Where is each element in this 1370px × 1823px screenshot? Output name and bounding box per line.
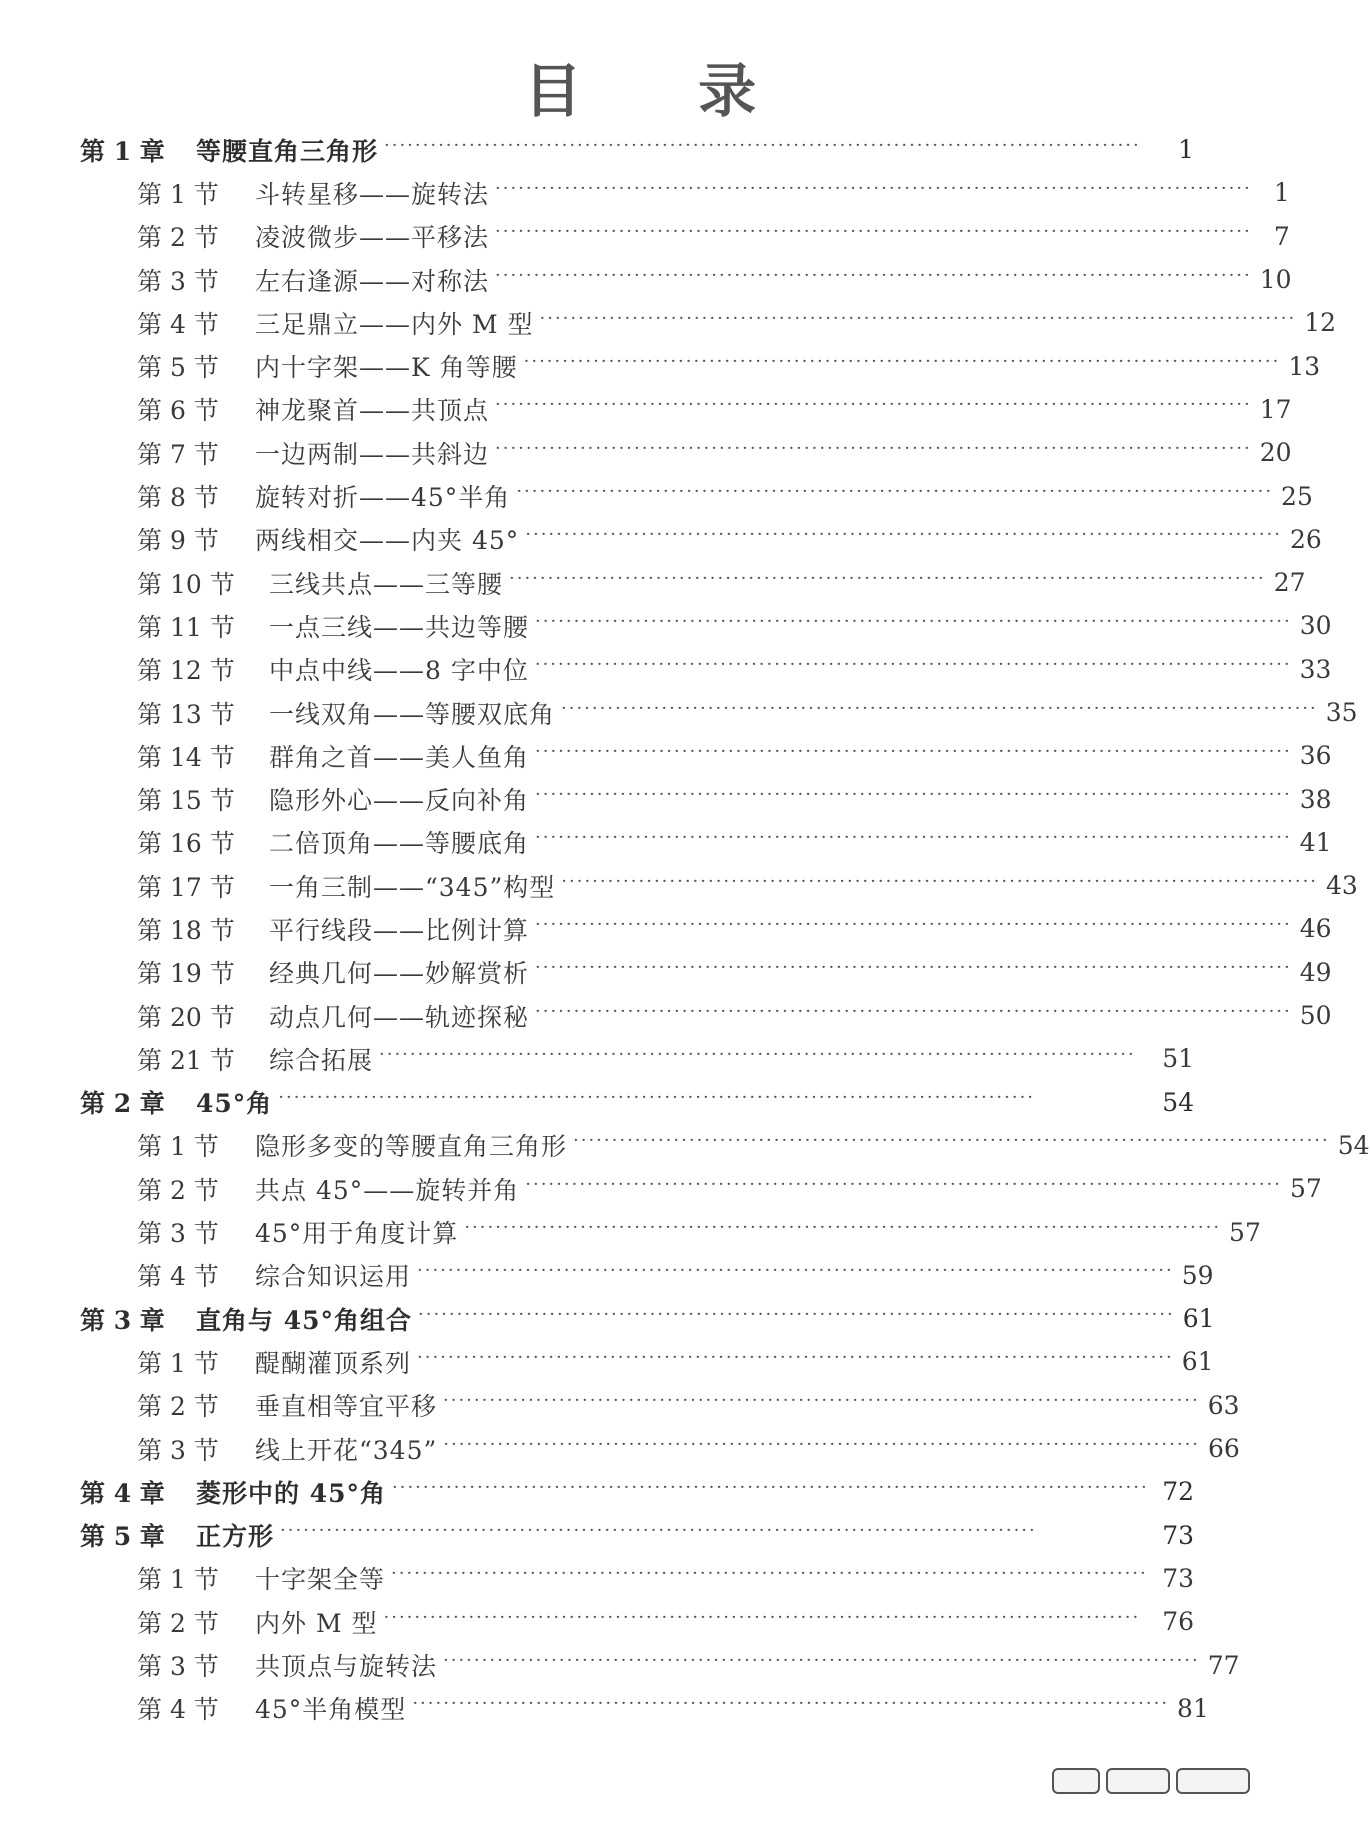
entry-number: 第 18 节 [137, 915, 235, 945]
entry-number: 第 13 节 [137, 699, 235, 729]
entry-title: 凌波微步——平移法 [255, 223, 490, 253]
watermark-mark [1106, 1768, 1170, 1794]
entry-title: 中点中线——8 字中位 [269, 656, 529, 686]
entry-page-number: 54 [1337, 1130, 1370, 1160]
entry-title: 动点几何——轨迹探秘 [269, 1002, 530, 1032]
entry-number: 第 7 节 [137, 439, 219, 469]
entry-title: 内十字架——K 角等腰 [255, 353, 518, 383]
entry-number: 第 3 节 [137, 1652, 219, 1682]
entry-title: 一点三线——共边等腰 [269, 612, 530, 642]
entry-page-number: 30 [1299, 611, 1332, 641]
dot-leader: ·································································································· [495, 177, 1252, 199]
dot-leader: ·································································································· [535, 740, 1292, 762]
entry-number: 第 3 章 [80, 1305, 165, 1335]
toc-section-row [0, 518, 1322, 561]
entry-title: 十字架全等 [255, 1565, 386, 1595]
toc-section-row [0, 864, 1358, 907]
entry-title: 一角三制——“345”构型 [269, 872, 556, 902]
entry-number: 第 19 节 [137, 959, 235, 989]
dot-leader: ·································································································· [495, 221, 1252, 243]
toc-section-row [0, 301, 1337, 344]
entry-page-number: 59 [1181, 1260, 1214, 1290]
entry-page-number: 72 [1162, 1477, 1194, 1507]
dot-leader: ·································································································· [495, 394, 1252, 416]
entry-page-number: 26 [1290, 524, 1322, 554]
entry-page-number: 7 [1273, 221, 1290, 251]
toc-section-row [0, 258, 1292, 301]
entry-page-number: 25 [1281, 481, 1313, 511]
entry-number: 第 3 节 [137, 1435, 219, 1465]
entry-title: 斗转星移——旋转法 [255, 179, 490, 209]
watermark-mark [1052, 1768, 1100, 1794]
entry-page-number: 61 [1182, 1304, 1215, 1334]
dot-leader: ·································································································· [280, 1520, 1037, 1542]
entry-title: 群角之首——美人鱼角 [269, 742, 530, 772]
entry-page-number: 61 [1181, 1347, 1214, 1377]
toc-section-row [0, 171, 1290, 214]
entry-number: 第 4 节 [137, 309, 219, 339]
dot-leader: ·································································································· [509, 567, 1266, 589]
toc-section-row [0, 1643, 1280, 1686]
toc-section-row [0, 431, 1292, 474]
toc-section-row [0, 1557, 1280, 1600]
entry-title: 正方形 [196, 1522, 275, 1552]
entry-title: 45°角 [196, 1089, 273, 1119]
entry-page-number: 54 [1162, 1087, 1194, 1117]
toc-chapter-row [0, 128, 1280, 171]
toc-section-row [0, 1124, 1370, 1167]
dot-leader: ·································································································· [379, 1043, 1136, 1065]
dot-leader: ·································································································· [443, 1650, 1200, 1672]
toc-section-row [0, 907, 1332, 950]
dot-leader: ·································································································· [443, 1390, 1200, 1412]
entry-number: 第 12 节 [137, 656, 235, 686]
dot-leader: ·································································································· [525, 1173, 1282, 1195]
dot-leader: ·································································································· [418, 1303, 1175, 1325]
toc-chapter-row [0, 1297, 1280, 1340]
toc-section-row [0, 691, 1358, 734]
toc-section-row [0, 1254, 1280, 1297]
entry-number: 第 1 节 [137, 1132, 219, 1162]
toc-chapter-row [0, 1081, 1280, 1124]
entry-page-number: 81 [1177, 1693, 1209, 1723]
toc-section-row [0, 648, 1332, 691]
entry-title: 内外 M 型 [255, 1608, 378, 1638]
dot-leader: ·································································································· [516, 481, 1274, 503]
toc-section-row [0, 1340, 1280, 1383]
entry-title: 一边两制——共斜边 [255, 439, 490, 469]
entry-page-number: 66 [1208, 1434, 1240, 1464]
entry-title: 隐形多变的等腰直角三角形 [255, 1132, 568, 1162]
entry-number: 第 21 节 [137, 1045, 235, 1075]
dot-leader: ·································································································· [383, 1606, 1141, 1628]
entry-title: 三线共点——三等腰 [269, 569, 504, 599]
dot-leader: ·································································································· [495, 437, 1252, 459]
toc-section-row [0, 994, 1332, 1037]
entry-number: 第 1 章 [80, 136, 165, 166]
toc-chapter-row [0, 1514, 1280, 1557]
entry-page-number: 50 [1299, 1001, 1332, 1031]
entry-number: 第 2 节 [137, 223, 219, 253]
entry-number: 第 11 节 [137, 612, 235, 642]
toc-section-row [0, 388, 1292, 431]
toc-section-row [0, 1687, 1280, 1730]
entry-page-number: 13 [1288, 351, 1321, 381]
entry-page-number: 1 [1178, 135, 1194, 165]
entry-page-number: 46 [1299, 914, 1332, 944]
entry-page-number: 1 [1273, 178, 1290, 208]
toc-section-row [0, 1427, 1280, 1470]
entry-page-number: 27 [1273, 568, 1306, 598]
entry-number: 第 16 节 [137, 829, 235, 859]
entry-number: 第 2 节 [137, 1175, 219, 1205]
entry-number: 第 14 节 [137, 742, 235, 772]
entry-page-number: 63 [1207, 1390, 1240, 1420]
toc-chapter-row [0, 1470, 1280, 1513]
entry-title: 经典几何——妙解赏析 [269, 959, 530, 989]
toc-section-row [0, 561, 1306, 604]
entry-title: 神龙聚首——共顶点 [255, 396, 490, 426]
dot-leader: ·································································································· [535, 913, 1292, 935]
entry-number: 第 2 章 [80, 1089, 165, 1119]
entry-page-number: 77 [1207, 1650, 1240, 1680]
entry-number: 第 15 节 [137, 786, 235, 816]
entry-title: 共点 45°——旋转并角 [255, 1175, 520, 1205]
dot-leader: ·································································································· [535, 1000, 1292, 1022]
entry-page-number: 35 [1325, 698, 1358, 727]
entry-title: 两线相交——内夹 45° [255, 526, 520, 556]
entry-page-number: 20 [1259, 438, 1292, 468]
dot-leader: ·································································································· [561, 870, 1319, 892]
watermark-mark [1176, 1768, 1250, 1794]
toc-section-row [0, 604, 1332, 647]
toc-section-row [0, 1037, 1280, 1080]
dot-leader: ·································································································· [534, 654, 1292, 676]
toc-section-row [0, 474, 1313, 517]
entry-title: 一线双角——等腰双底角 [269, 699, 556, 729]
entry-number: 第 3 节 [137, 266, 219, 296]
entry-number: 第 20 节 [137, 1002, 235, 1032]
entry-page-number: 57 [1290, 1174, 1322, 1204]
entry-page-number: 33 [1299, 654, 1332, 684]
entry-number: 第 1 节 [137, 179, 219, 209]
entry-page-number: 12 [1304, 308, 1337, 338]
entry-page-number: 41 [1299, 827, 1332, 857]
dot-leader: ·································································································· [417, 1260, 1174, 1282]
dot-leader: ·································································································· [417, 1346, 1174, 1368]
dot-leader: ·································································································· [535, 827, 1292, 849]
entry-number: 第 4 节 [137, 1695, 219, 1725]
entry-number: 第 5 节 [137, 353, 219, 383]
entry-title: 共顶点与旋转法 [255, 1652, 438, 1682]
entry-page-number: 17 [1259, 394, 1292, 424]
entry-title: 旋转对折——45°半角 [255, 483, 511, 513]
entry-page-number: 10 [1259, 265, 1292, 295]
dot-leader: ·································································································· [392, 1476, 1149, 1498]
dot-leader: ·································································································· [412, 1693, 1170, 1715]
entry-number: 第 6 节 [137, 396, 219, 426]
entry-page-number: 51 [1162, 1044, 1194, 1074]
entry-title: 平行线段——比例计算 [269, 915, 530, 945]
entry-page-number: 43 [1326, 871, 1358, 901]
dot-leader: ·································································································· [523, 351, 1281, 373]
entry-title: 45°半角模型 [255, 1695, 407, 1725]
entry-page-number: 76 [1162, 1607, 1194, 1637]
dot-leader: ·································································································· [391, 1563, 1148, 1585]
entry-title: 等腰直角三角形 [196, 136, 379, 166]
entry-number: 第 17 节 [137, 872, 235, 902]
dot-leader: ·································································································· [535, 610, 1292, 632]
entry-title: 三足鼎立——内外 M 型 [255, 309, 534, 339]
dot-leader: ·································································································· [525, 524, 1282, 546]
entry-number: 第 2 节 [137, 1392, 219, 1422]
entry-title: 隐形外心——反向补角 [269, 786, 530, 816]
entry-page-number: 36 [1299, 741, 1332, 771]
toc-section-row [0, 344, 1321, 387]
dot-leader: ·································································································· [561, 697, 1318, 719]
entry-title: 垂直相等宜平移 [255, 1392, 438, 1422]
watermark-logo [1020, 1761, 1250, 1801]
dot-leader: ·································································································· [535, 784, 1292, 806]
entry-number: 第 1 节 [137, 1565, 219, 1595]
entry-number: 第 10 节 [137, 569, 235, 599]
entry-page-number: 38 [1299, 784, 1332, 814]
dot-leader: ·································································································· [278, 1087, 1036, 1109]
entry-title: 二倍顶角——等腰底角 [269, 829, 530, 859]
entry-number: 第 4 节 [137, 1262, 219, 1292]
entry-title: 综合拓展 [269, 1045, 374, 1075]
dot-leader: ·································································································· [384, 134, 1141, 156]
entry-number: 第 9 节 [137, 526, 219, 556]
entry-page-number: 73 [1162, 1563, 1194, 1593]
toc-section-row [0, 215, 1290, 258]
dot-leader: ·································································································· [539, 307, 1297, 329]
dot-leader: ·································································································· [573, 1130, 1330, 1152]
toc-section-row [0, 821, 1332, 864]
entry-number: 第 4 章 [80, 1478, 165, 1508]
entry-title: 线上开花“345” [255, 1435, 438, 1465]
toc-section-row [0, 777, 1332, 820]
entry-title: 左右逢源——对称法 [255, 266, 490, 296]
entry-title: 45°用于角度计算 [255, 1219, 459, 1249]
dot-leader: ·································································································· [495, 264, 1252, 286]
toc-section-row [0, 734, 1332, 777]
entry-number: 第 5 章 [80, 1522, 165, 1552]
entry-title: 菱形中的 45°角 [196, 1478, 386, 1508]
dot-leader: ·································································································· [464, 1217, 1222, 1239]
entry-title: 直角与 45°角组合 [196, 1305, 412, 1335]
page-title: 目 录 [523, 57, 805, 125]
entry-number: 第 3 节 [137, 1219, 219, 1249]
toc-section-row [0, 1210, 1280, 1253]
toc-section-row [0, 1167, 1322, 1210]
entry-number: 第 2 节 [137, 1608, 219, 1638]
entry-page-number: 49 [1299, 957, 1332, 987]
entry-number: 第 1 节 [137, 1348, 219, 1378]
entry-title: 综合知识运用 [255, 1262, 412, 1292]
entry-title: 醍醐灌顶系列 [255, 1348, 412, 1378]
toc-section-row [0, 1384, 1280, 1427]
dot-leader: ·································································································· [443, 1433, 1201, 1455]
dot-leader: ·································································································· [535, 957, 1292, 979]
entry-page-number: 73 [1162, 1520, 1194, 1550]
toc-section-row [0, 951, 1332, 994]
toc-section-row [0, 1600, 1280, 1643]
entry-number: 第 8 节 [137, 483, 219, 513]
table-of-contents [0, 128, 1370, 1730]
entry-page-number: 57 [1229, 1217, 1261, 1247]
